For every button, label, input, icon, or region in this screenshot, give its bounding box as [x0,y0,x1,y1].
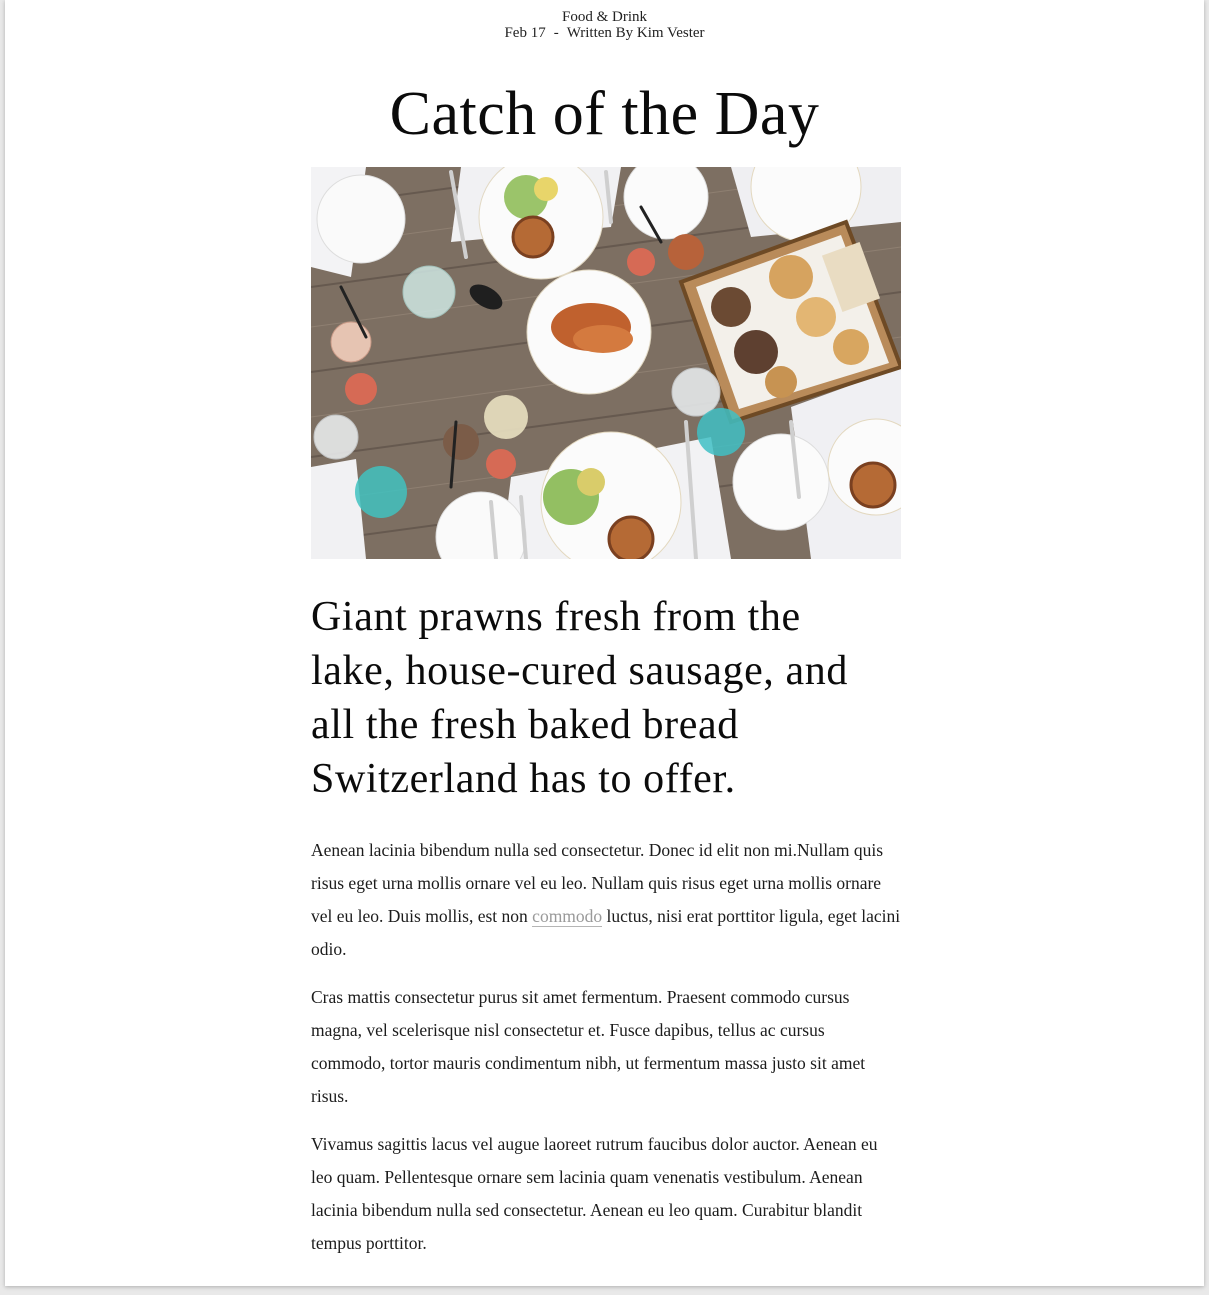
paragraph-text: luctus, nisi erat porttitor ligula, eget lacini odio. [311,906,901,959]
article-title: Catch of the Day [389,80,820,148]
paragraph-text: Aenean lacinia bibendum nulla sed consectetur. Donec id elit non mi.Nullam quis risus eget urna mollis ornare vel eu leo. Nullam quis risus eget urna mollis ornare vel eu leo. Duis mollis, est non [311,840,884,926]
article-paragraph-2: Cras mattis consectetur purus sit amet fermentum. Praesent commodo cursus magna, vel scelerisque nisl consectetur et. Fusce dapibus, tellus ac cursus commodo, tortor mauris condimentum nibh, ut fermentum massa justo sit amet risus. [311,987,866,1106]
article-body [311,834,903,1275]
article-paragraph-1 [311,834,903,966]
article-subheading: Giant prawns fresh from the lake, house-cured sausage, and all the fresh baked bread Switzerland has to offer. [311,594,848,802]
meta-separator: - [553,25,559,41]
hero-image [311,167,901,559]
article-paragraph-3: Vivamus sagittis lacus vel augue laoreet rutrum faucibus dolor auctor. Aenean eu leo quam. Pellentesque ornare sem lacinia quam venenatis vestibulum. Aenean lacinia bibendum nulla sed consectetur. Aenean eu leo quam. Curabitur blandit tempus porttitor. [311,1134,878,1253]
article-author[interactable]: Written By Kim Vester [566,25,705,41]
article-meta [5,9,1204,41]
article-date-byline [5,25,1204,41]
article-page [5,0,1204,1286]
commodo-link[interactable]: commodo [532,906,603,926]
food-table-photo [311,167,901,559]
article-category[interactable]: Food & Drink [561,9,647,25]
article-date: Feb 17 [504,25,546,41]
